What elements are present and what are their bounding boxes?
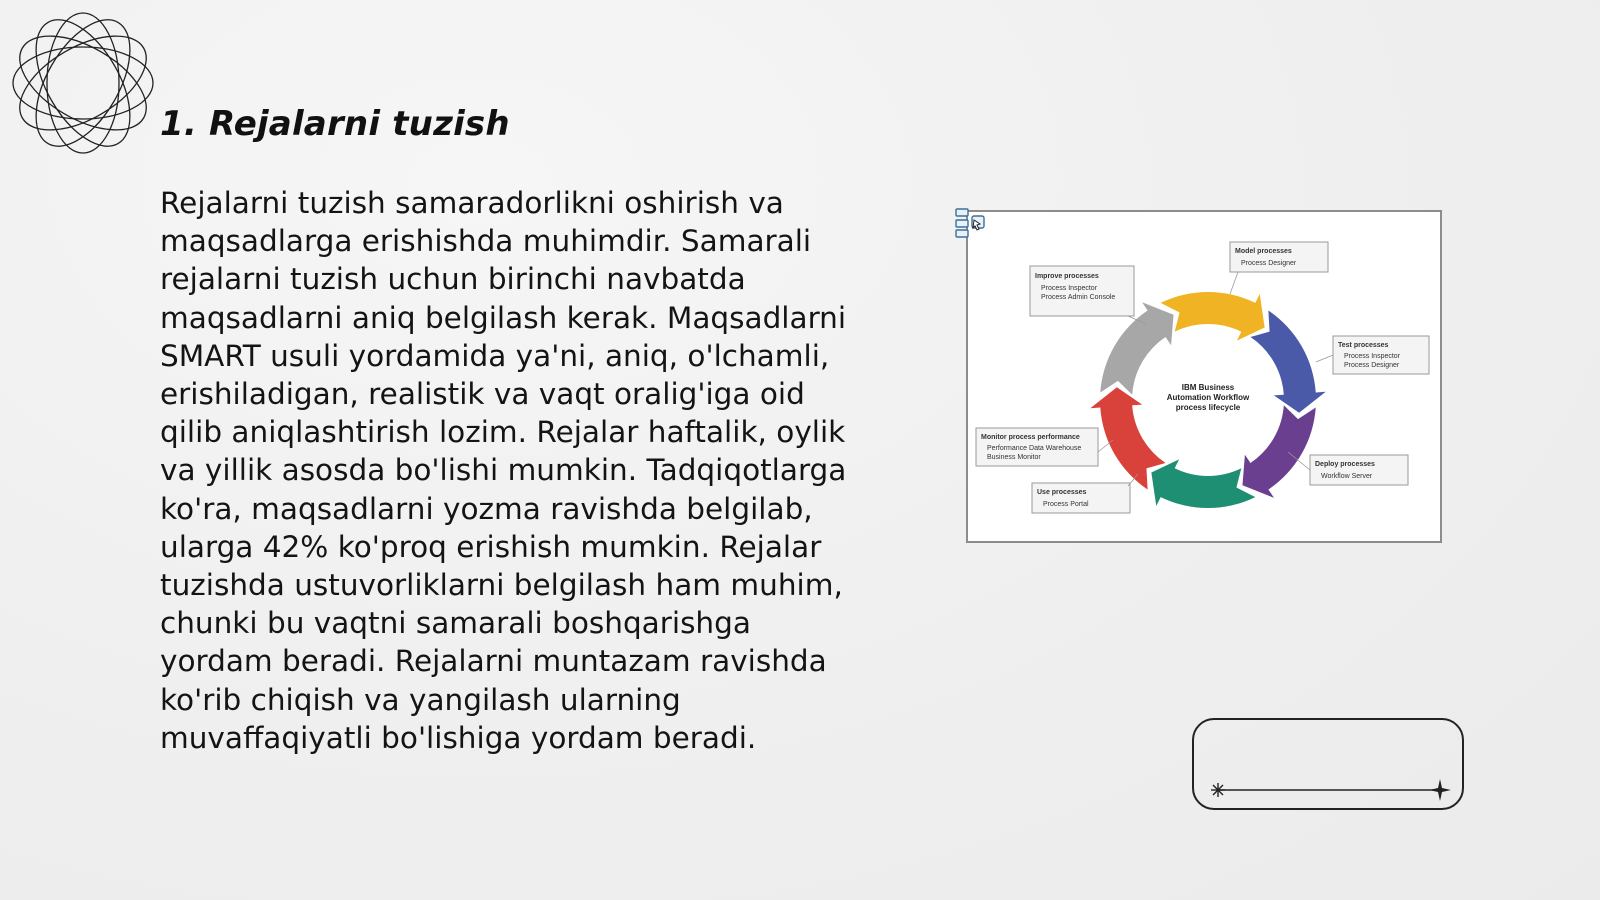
callout-item: Process Inspector [1041,285,1098,292]
svg-text:Model processes: Model processes [1235,248,1292,255]
svg-text:Improve processes: Improve processes [1035,273,1099,280]
callout-item: Process Portal [1043,501,1089,508]
callout-item: Workflow Server [1321,473,1373,480]
timeline-line [1194,720,1466,812]
slide-title: 1. Rejalarni tuzish [160,104,510,144]
ring-segment [1242,405,1315,498]
center-label-line-3: process lifecycle [1175,403,1241,412]
center-label-line-2: Automation Workflow [1166,393,1250,402]
timeline-card [1192,718,1464,810]
svg-text:Monitor process performance: Monitor process performance [981,434,1080,441]
callout-deploy-processes [1310,455,1408,485]
ring-segment [1161,292,1265,341]
ring-segment [1151,459,1255,508]
callout-item: Process Designer [1344,362,1400,369]
callout-monitor-performance [976,428,1098,466]
callout-test-processes [1333,336,1429,374]
callout-model-processes [1230,242,1328,272]
svg-text:Deploy processes: Deploy processes [1315,461,1375,468]
callout-use-processes [1032,483,1130,513]
callout-improve-processes [1030,266,1134,316]
lifecycle-diagram [968,212,1440,541]
callout-item: Process Admin Console [1041,294,1116,301]
callout-item: Process Designer [1241,260,1297,267]
sparkle-icon [1211,783,1225,797]
svg-text:Test processes: Test processes [1338,342,1389,349]
lifecycle-figure [966,210,1442,543]
svg-text:Use processes: Use processes [1037,489,1087,496]
callout-item: Business Monitor [987,454,1041,461]
star-icon [1429,779,1451,801]
callout-item: Performance Data Warehouse [987,445,1082,452]
callout-item: Process Inspector [1344,353,1401,360]
orbital-rings-icon [10,10,156,156]
slide-body-text: Rejalarni tuzish samaradorlikni oshirish va maqsadlarga erishishda muhimdir. Samarali rejalarni tuzish uchun birinchi navbatda maqsadlarni aniq belgilash kerak. Maqsadlarni SMART usuli yordamida ya'ni, aniq, o'lchamli, erishiladigan, realistik va vaqt oralig'iga oid qilib aniqlashtirish lozim. Rejalar haftalik, oylik va yillik asosda bo'lishi mumkin. Tadqiqotlarga ko'ra, maqsadlarni yozma ravishda belgilab, ularga 42% ko'proq erishish mumkin. Rejalar tuzishda ustuvorliklarni belgilash ham muhim, chunki bu vaqtni samarali boshqarishga yordam beradi. Rejalarni muntazam ravishda ko'rib chiqish va yangilash ularning muvaffaqiyatli bo'lishiga yordam beradi. [160,186,847,755]
workflow-logo-icon [954,206,988,240]
center-label-line-1: IBM Business [1181,383,1235,392]
